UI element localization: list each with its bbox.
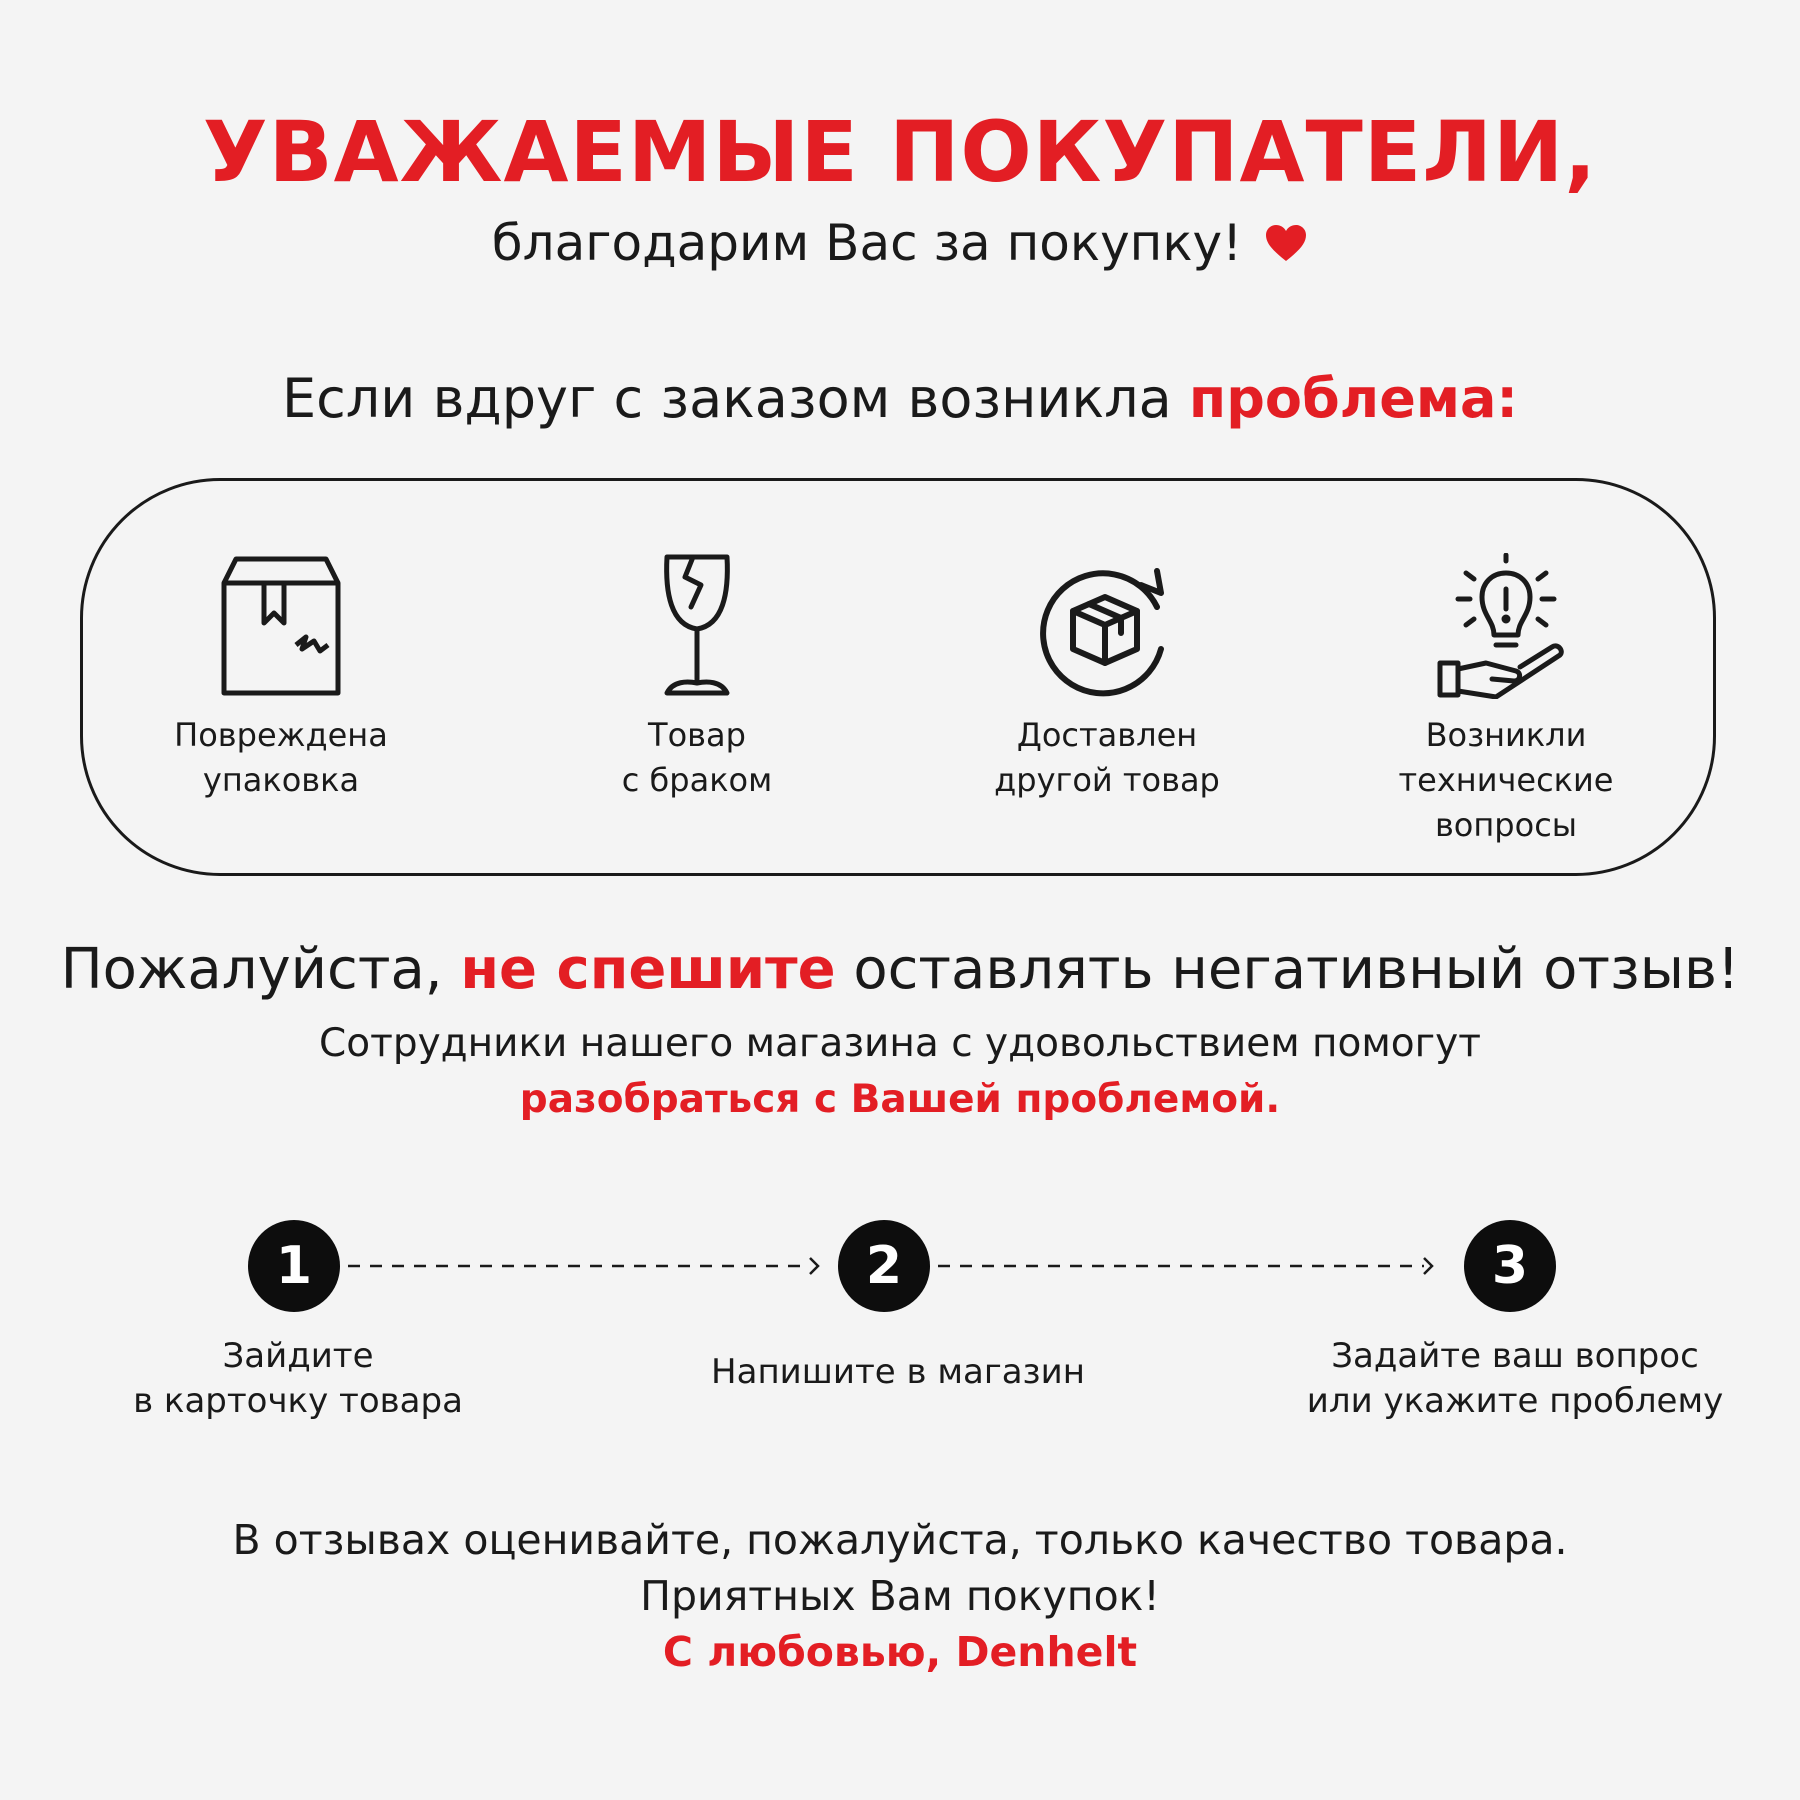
page-subtitle <box>0 214 1800 272</box>
appeal-before: Пожалуйста, <box>60 937 461 1002</box>
step-3-number: 3 <box>1464 1220 1556 1312</box>
problem-label: Товар с браком <box>621 716 773 799</box>
heart-icon <box>1264 221 1308 261</box>
problem-label: Возникли технические вопросы <box>1398 716 1614 844</box>
appeal-line <box>0 937 1800 1002</box>
problem-item-technical-questions <box>1341 553 1671 848</box>
problem-intro-text: Если вдруг с заказом возникла <box>281 367 1189 430</box>
problem-intro <box>0 367 1800 430</box>
problem-label: Повреждена упаковка <box>174 716 388 799</box>
appeal-highlight: не спешите <box>460 937 836 1002</box>
page-title: УВАЖАЕМЫЕ ПОКУПАТЕЛИ, <box>202 103 1598 201</box>
footer-wishes: Приятных Вам покупок! <box>640 1572 1160 1620</box>
step-2-number: 2 <box>838 1220 930 1312</box>
lightbulb-hand-icon <box>1436 553 1576 699</box>
step-arrow-2 <box>938 1254 1438 1278</box>
box-exchange-icon <box>1037 553 1177 699</box>
footer-signature: С любовью, Denhelt <box>662 1628 1138 1676</box>
broken-glass-icon <box>657 553 737 699</box>
problem-item-wrong-item <box>942 553 1272 803</box>
staff-line: Сотрудники нашего магазина с удовольствием помогут <box>319 1021 1481 1066</box>
staff-highlight: разобраться с Вашей проблемой. <box>519 1077 1281 1122</box>
footer-review-note: В отзывах оценивайте, пожалуйста, только качество товара. <box>232 1516 1568 1564</box>
step-1-number: 1 <box>248 1220 340 1312</box>
appeal-after: оставлять негативный отзыв! <box>835 937 1740 1002</box>
problem-item-damaged-packaging <box>116 553 446 803</box>
problem-item-defective <box>532 553 862 803</box>
problem-label: Доставлен другой товар <box>994 716 1220 799</box>
step-1-label: Зайдите в карточку товара <box>133 1336 463 1421</box>
step-3-label: Задайте ваш вопрос или укажите проблему <box>1306 1336 1724 1421</box>
subtitle-text: благодарим Вас за покупку! <box>491 214 1243 272</box>
problem-intro-highlight: проблема: <box>1188 367 1519 430</box>
step-arrow-1 <box>348 1254 824 1278</box>
damaged-box-icon <box>214 553 348 699</box>
step-2-label: Напишите в магазин <box>711 1352 1085 1392</box>
